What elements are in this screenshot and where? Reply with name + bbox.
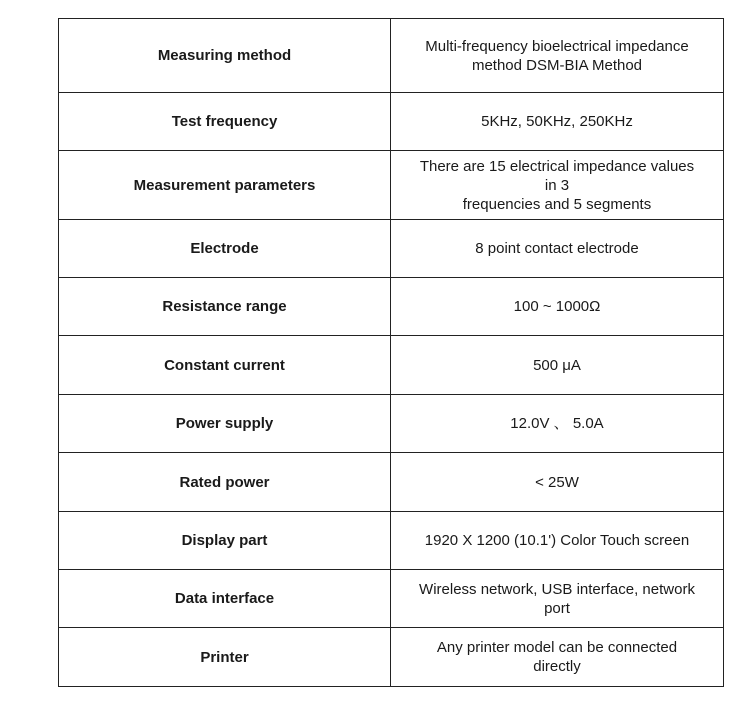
row-value bbox=[391, 453, 724, 512]
value-line: 12.0V 、 5.0A bbox=[510, 415, 604, 432]
row-value bbox=[391, 278, 724, 336]
row-value bbox=[391, 336, 724, 395]
table-row bbox=[59, 570, 724, 628]
value-line: 100 ~ 1000Ω bbox=[513, 298, 601, 315]
value-line: Multi-frequency bioelectrical impedance bbox=[425, 37, 689, 55]
table-row bbox=[59, 453, 724, 512]
value-line: method DSM-BIA Method bbox=[471, 56, 643, 74]
value-line: directly bbox=[533, 658, 581, 675]
row-value bbox=[391, 512, 724, 570]
table-row bbox=[59, 336, 724, 395]
value-line: 500 μA bbox=[533, 356, 581, 374]
value-line: frequencies and 5 segments bbox=[462, 195, 652, 213]
row-label: Display part bbox=[59, 512, 391, 570]
value-line: Wireless network, USB interface, network bbox=[419, 580, 695, 598]
row-label: Rated power bbox=[59, 453, 391, 512]
table-row bbox=[59, 93, 724, 151]
value-line: < 25W bbox=[535, 473, 579, 491]
spec-table bbox=[58, 18, 724, 687]
row-value bbox=[391, 395, 724, 453]
value-line: There are 15 electrical impedance values bbox=[419, 157, 695, 175]
value-line: port bbox=[544, 599, 570, 617]
table-row bbox=[59, 395, 724, 453]
table-row bbox=[59, 19, 724, 93]
row-label: Resistance range bbox=[59, 278, 391, 336]
table-row bbox=[59, 151, 724, 220]
row-label: Test frequency bbox=[59, 93, 391, 151]
row-label: Printer bbox=[59, 628, 391, 687]
row-label: Constant current bbox=[59, 336, 391, 395]
row-value bbox=[391, 570, 724, 628]
value-line: 1920 X 1200 (10.1') Color Touch screen bbox=[424, 532, 690, 549]
row-label: Data interface bbox=[59, 570, 391, 628]
value-line: 5KHz, 50KHz, 250KHz bbox=[481, 113, 633, 130]
row-value bbox=[391, 19, 724, 93]
row-label: Measurement parameters bbox=[59, 151, 391, 220]
table-row bbox=[59, 512, 724, 570]
table-row bbox=[59, 628, 724, 687]
row-value bbox=[391, 151, 724, 220]
table-row bbox=[59, 220, 724, 278]
row-value bbox=[391, 220, 724, 278]
row-label: Electrode bbox=[59, 220, 391, 278]
value-line: 8 point contact electrode bbox=[475, 240, 639, 257]
row-label: Power supply bbox=[59, 395, 391, 453]
row-value bbox=[391, 93, 724, 151]
row-value bbox=[391, 628, 724, 687]
value-line: Any printer model can be connected bbox=[436, 639, 678, 656]
table-row bbox=[59, 278, 724, 336]
value-line: in 3 bbox=[544, 176, 570, 194]
row-label: Measuring method bbox=[59, 19, 391, 93]
